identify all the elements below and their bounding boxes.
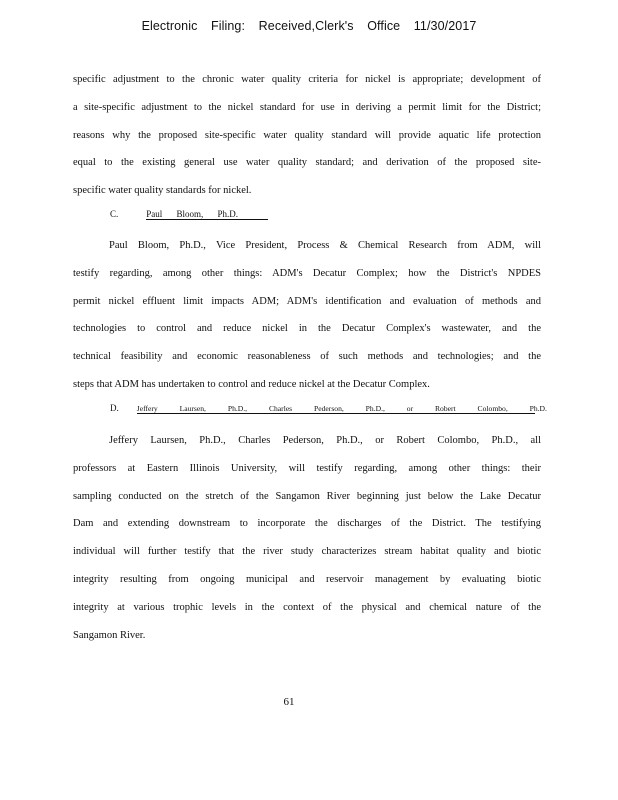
paragraph-laursen <box>73 427 541 649</box>
text-line: Paul Bloom, Ph.D., Vice President, Process & Chemical Research from ADM, will <box>109 240 541 251</box>
text-line: technologies to control and reduce nickel in the Decatur Complex's wastewater, and the <box>73 323 541 335</box>
section-letter: D. <box>110 403 119 413</box>
text-line: testify regarding, among other things: ADM's Decatur Complex; how the District's NPDES <box>73 267 541 279</box>
text-line: individual will further testify that the river study characterizes stream habitat quality and biotic <box>73 546 541 558</box>
text-line: permit nickel effluent limit impacts ADM; ADM's identification and evaluation of methods and <box>73 295 541 307</box>
section-heading-d <box>110 403 547 414</box>
text-line: specific water quality standards for nickel. <box>73 185 252 197</box>
text-line: Sangamon River. <box>73 629 146 641</box>
section-title: Jeffery Laursen, Ph.D., Charles Pederson, Ph.D., or Robert Colombo, Ph.D. <box>136 404 547 413</box>
section-title: Paul Bloom, Ph.D. <box>146 209 268 220</box>
text-line: a site-specific adjustment to the nickel standard for use in deriving a permit limit for the District; <box>73 101 541 113</box>
text-line: specific adjustment to the chronic water quality criteria for nickel is appropriate; development of <box>73 74 541 85</box>
text-line: sampling conducted on the stretch of the Sangamon River beginning just below the Lake Decatur <box>73 490 541 502</box>
section-letter: C. <box>110 209 119 219</box>
text-line: Jeffery Laursen, Ph.D., Charles Pederson, Ph.D., or Robert Colombo, Ph.D., all <box>109 435 541 446</box>
text-line: reasons why the proposed site-specific water quality standard will provide aquatic life protection <box>73 129 541 141</box>
text-line: professors at Eastern Illinois University, will testify regarding, among other things: their <box>73 462 541 474</box>
text-line: integrity resulting from ongoing municipal and reservoir management by evaluating biotic <box>73 573 541 585</box>
text-line: technical feasibility and economic reasonableness of such methods and technologies; and the <box>73 351 541 363</box>
text-line: steps that ADM has undertaken to control and reduce nickel at the Decatur Complex. <box>73 378 430 390</box>
text-line: integrity at various trophic levels in the context of the physical and chemical nature of the <box>73 601 541 613</box>
text-line: Dam and extending downstream to incorporate the discharges of the District. The testifying <box>73 518 541 530</box>
filing-header: Electronic Filing: Received,Clerk's Office 11/30/2017 <box>141 19 477 33</box>
paragraph-bloom <box>73 232 541 399</box>
section-heading-c <box>110 209 268 220</box>
text-line: equal to the existing general use water quality standard; and derivation of the proposed site- <box>73 157 541 169</box>
page-number: 61 <box>283 696 295 708</box>
paragraph-site-specific <box>73 66 541 205</box>
